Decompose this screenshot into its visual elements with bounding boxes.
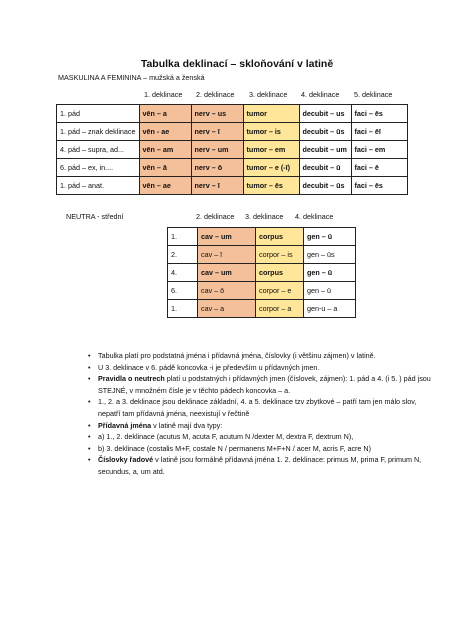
table-cell: cav – ō — [198, 282, 256, 300]
table-cell: corpus — [256, 228, 304, 246]
table-cell: vēn – am — [139, 141, 191, 159]
table-cell: tumor – em — [243, 141, 299, 159]
table-cell: decubit – ūs — [299, 123, 351, 141]
list-item: • Číslovky řadové v latině jsou formálně přídavná jména 1. 2. deklinace: primus M, prima F, primum N, secundus, a, um atd. — [98, 454, 438, 477]
case-label: 6. — [168, 282, 198, 300]
table-cell: gen – ūs — [304, 246, 356, 264]
table-cell: vēn – a — [139, 105, 191, 123]
header-4-deklinace: 4. deklinace — [301, 90, 340, 99]
table-cell: faci – ēs — [351, 177, 407, 195]
table-cell: corpus — [256, 264, 304, 282]
table-cell: nerv – ī — [191, 177, 243, 195]
case-label: 2. — [168, 246, 198, 264]
table-cell: vēn – ā — [139, 159, 191, 177]
page-title: Tabulka deklinací – skloňování v latině — [140, 58, 334, 70]
table-row — [168, 300, 356, 318]
case-label: 1. pád – znak deklinace — [57, 123, 140, 141]
neutra-label: NEUTRA - střední — [66, 212, 124, 221]
table-cell: tumor — [243, 105, 299, 123]
table-row — [168, 282, 356, 300]
header-4-deklinace: 4. deklinace — [295, 212, 334, 221]
table-cell: faci – ē — [351, 159, 407, 177]
table-cell: decubit – um — [299, 141, 351, 159]
table-cell: faci – em — [351, 141, 407, 159]
header-3-deklinace: 3. deklinace — [245, 212, 284, 221]
table-cell: corpor – a — [256, 300, 304, 318]
list-item: • U 3. deklinace v 6. pádě koncovka -i je především u přídavných jmen. — [98, 362, 438, 374]
case-label: 1. pád – anat. — [57, 177, 140, 195]
neutra-table — [167, 227, 356, 318]
table-cell: decubit – ūs — [299, 177, 351, 195]
table-cell: gen – ū — [304, 228, 356, 246]
list-item: • b) 3. deklinace (costalis M+F, costale N / permanens M+F+N / acer M, acris F, acre N) — [98, 443, 438, 455]
header-1-deklinace: 1. deklinace — [144, 90, 183, 99]
table-cell: faci – ēī — [351, 123, 407, 141]
table-cell: corpor – e — [256, 282, 304, 300]
list-item: • Pravidla o neutrech platí u podstatných i přídavných jmen (číslovek, zájmen): 1. pád a 4. (i 5. ) pád jsou STEJNÉ, v množném čísle je v těchto pádech koncovka – a. — [98, 373, 438, 396]
list-item: • Přídavná jména v latině mají dva typy: — [98, 420, 438, 432]
table-row — [57, 159, 408, 177]
header-3-deklinace: 3. deklinace — [249, 90, 288, 99]
table-cell: decubit – ū — [299, 159, 351, 177]
case-label: 1. — [168, 228, 198, 246]
list-item: • Tabulka platí pro podstatná jména i přídavná jména, číslovky (i většinu zájmen) v latině. — [98, 350, 438, 362]
header-5-deklinace: 5. deklinace — [354, 90, 393, 99]
notes-list — [88, 350, 438, 478]
list-item: • 1., 2. a 3. deklinace jsou deklinace základní, 4. a 5. deklinace tzv zbytkové – patří tam jen málo slov, nepatří tam přídavná jména, neexistují v řečtině — [98, 396, 438, 419]
case-label: 4. — [168, 264, 198, 282]
case-label: 4. pád – supra, ad... — [57, 141, 140, 159]
header-2-deklinace: 2. deklinace — [196, 212, 235, 221]
table-cell: faci – ēs — [351, 105, 407, 123]
table-cell: cav – um — [198, 228, 256, 246]
table-cell: nerv – um — [191, 141, 243, 159]
table-cell: nerv – us — [191, 105, 243, 123]
case-label: 1. pád — [57, 105, 140, 123]
table-cell: corpor – is — [256, 246, 304, 264]
table-cell: nerv – ī — [191, 123, 243, 141]
table-cell: cav – a — [198, 300, 256, 318]
header-2-deklinace: 2. deklinace — [196, 90, 235, 99]
table-row — [57, 105, 408, 123]
table-cell: gen-u – a — [304, 300, 356, 318]
table-cell: tumor – is — [243, 123, 299, 141]
table-cell: vēn – ae — [139, 177, 191, 195]
table-row — [57, 177, 408, 195]
table-cell: gen – ū — [304, 282, 356, 300]
table-row — [57, 141, 408, 159]
table-row — [168, 264, 356, 282]
table-row — [57, 123, 408, 141]
table-cell: decubit – us — [299, 105, 351, 123]
case-label: 6. pád – ex, in.... — [57, 159, 140, 177]
table-row — [168, 246, 356, 264]
masculine-feminine-table — [56, 104, 408, 195]
table-row — [168, 228, 356, 246]
table-cell: tumor – e (-ī) — [243, 159, 299, 177]
subtitle: MASKULINA A FEMININA – mužská a ženská — [58, 73, 205, 82]
table-cell: cav – ī — [198, 246, 256, 264]
table-cell: tumor – ēs — [243, 177, 299, 195]
table-cell: nerv – ō — [191, 159, 243, 177]
table-cell: cav – um — [198, 264, 256, 282]
table-cell: gen – ū — [304, 264, 356, 282]
table-cell: vēn - ae — [139, 123, 191, 141]
case-label: 1. — [168, 300, 198, 318]
list-item: • a) 1., 2. deklinace (acutus M, acuta F, acutum N /dexter M, dextra F, dextrum N), — [98, 431, 438, 443]
